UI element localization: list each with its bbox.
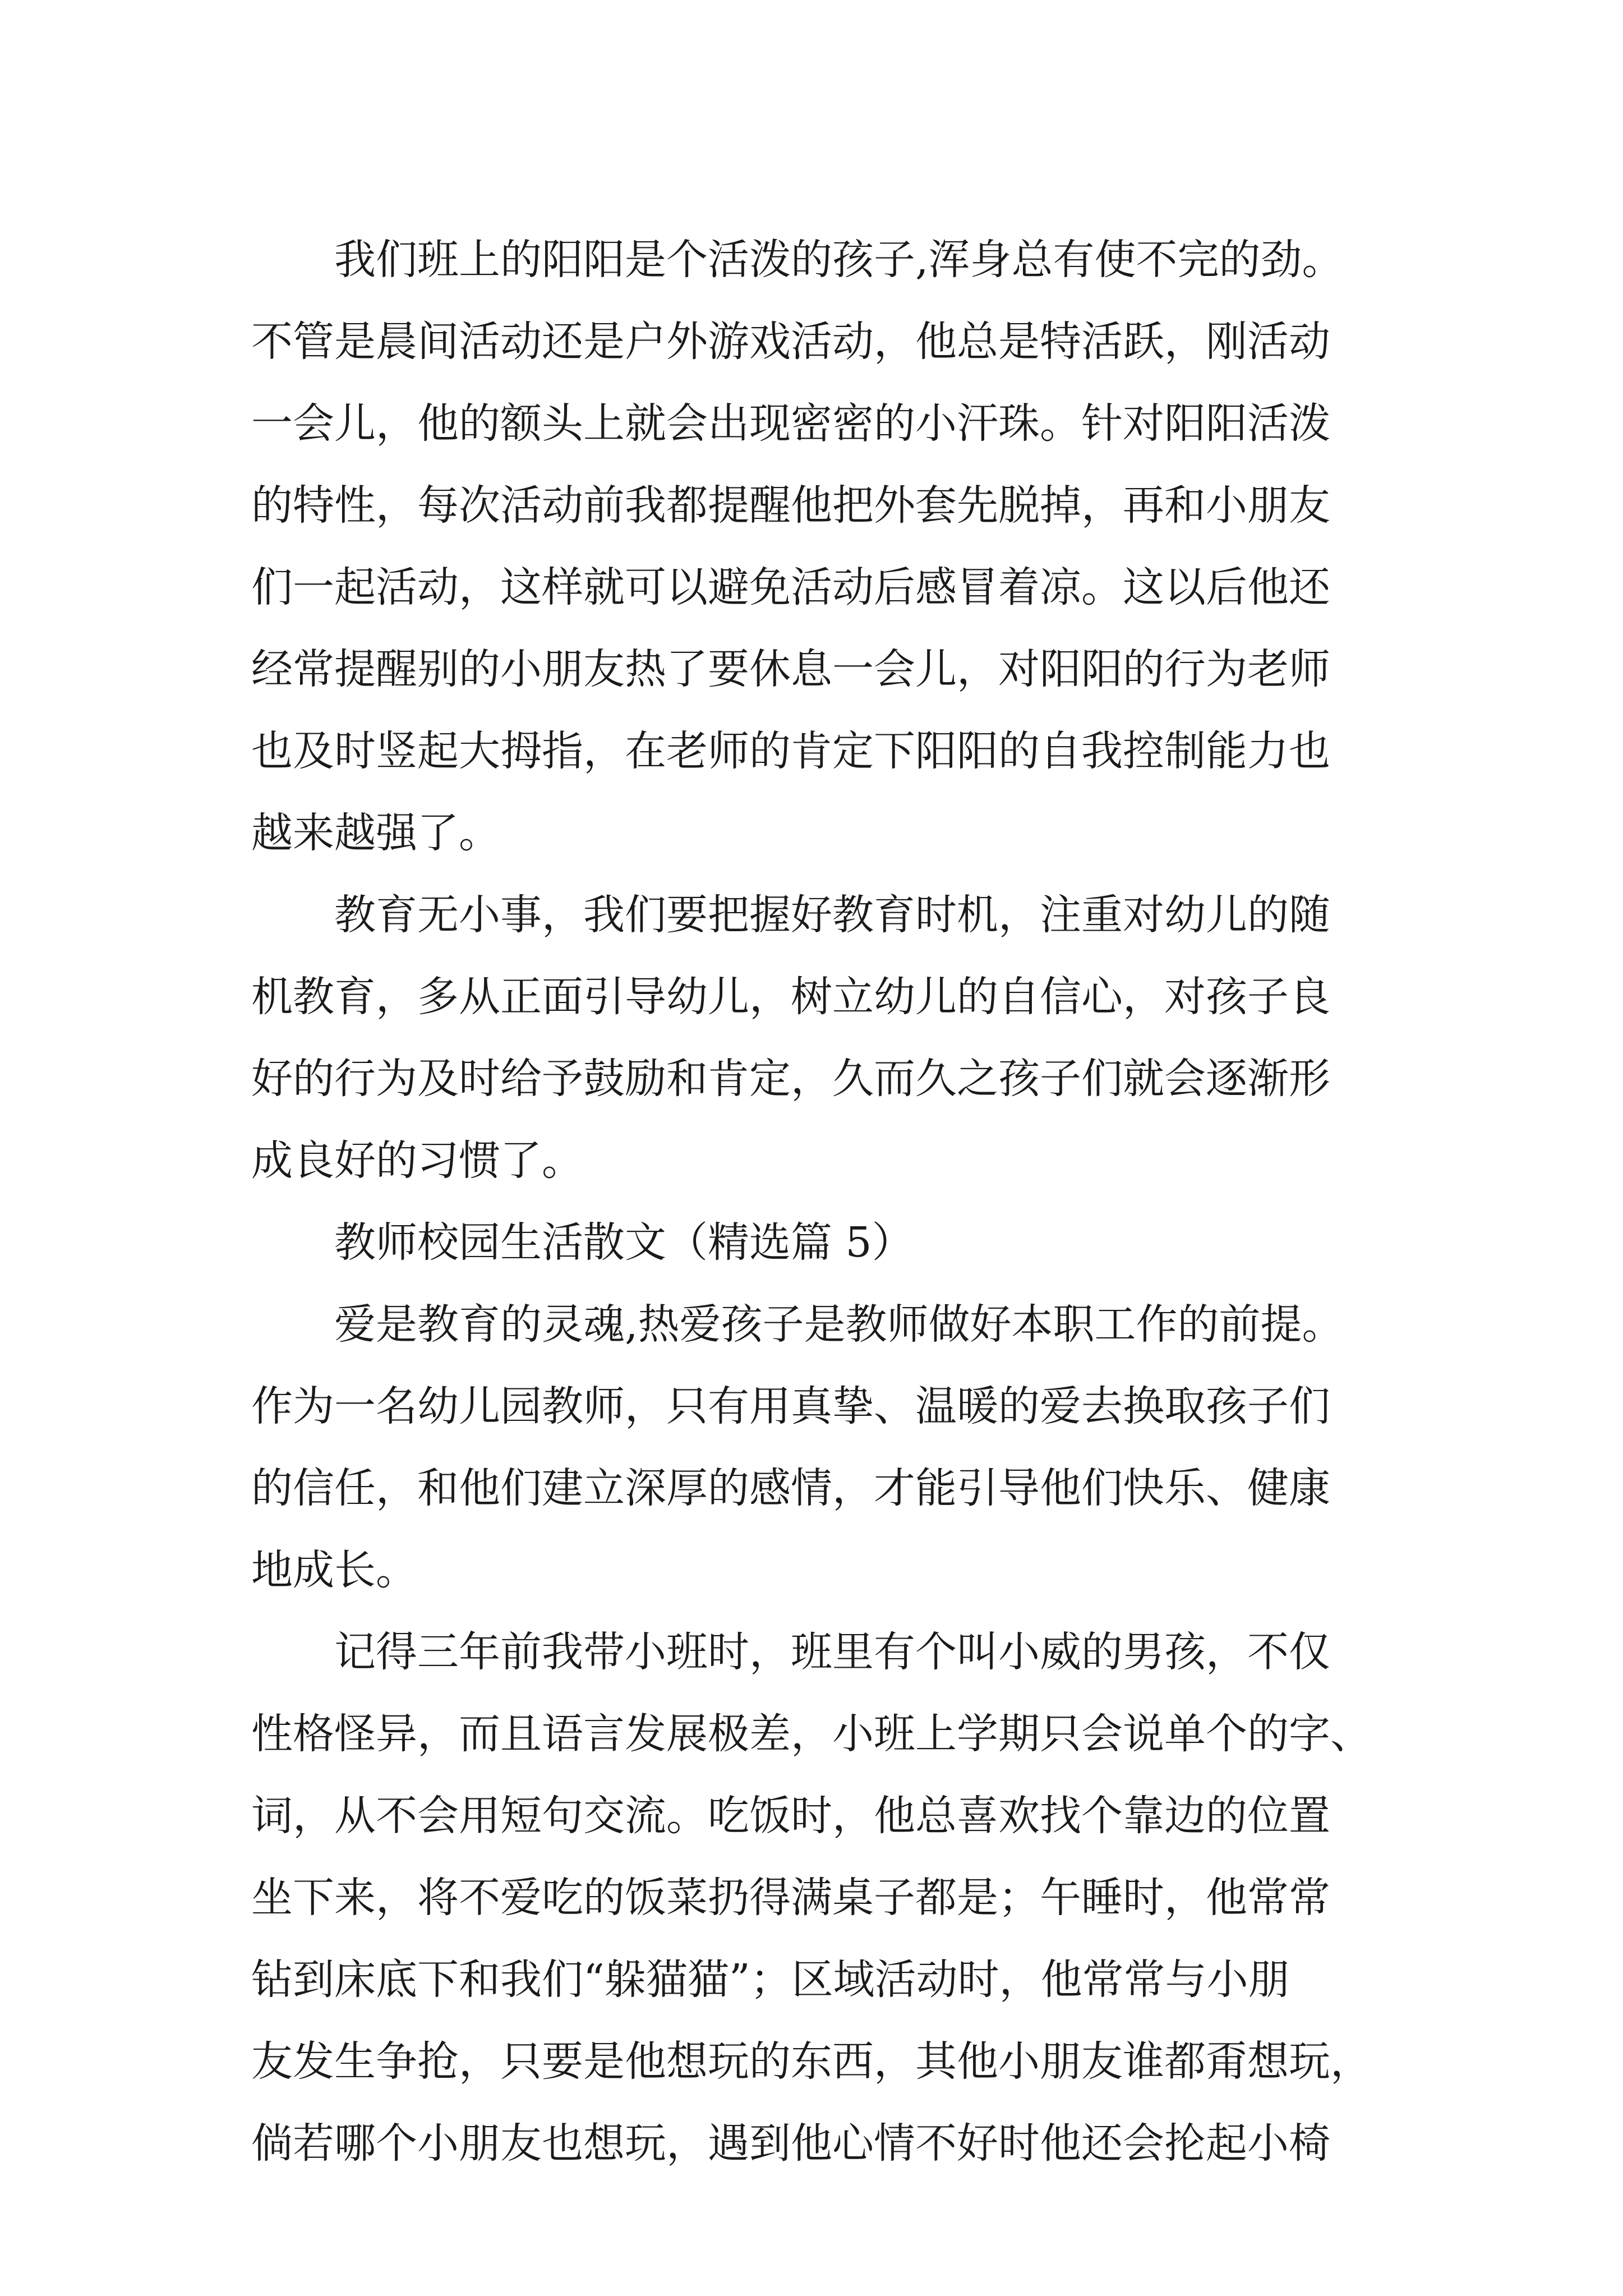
text-line: 机教育，多从正面引导幼儿，树立幼儿的自信心，对孩子良 [251, 973, 1330, 1021]
text-line: 我们班上的阳阳是个活泼的孩子,浑身总有使不完的劲。 [334, 236, 1344, 284]
text-line: 经常提醒别的小朋友热了要休息一会儿，对阳阳的行为老师 [251, 645, 1330, 693]
text-line: 记得三年前我带小班时，班里有个叫小威的男孩，不仅 [334, 1628, 1330, 1676]
text-line: 词，从不会用短句交流。吃饭时，他总喜欢找个靠边的位置 [251, 1792, 1330, 1840]
text-line: 性格怪异，而且语言发展极差，小班上学期只会说单个的字、 [251, 1710, 1372, 1758]
text-line: 的特性，每次活动前我都提醒他把外套先脱掉，再和小朋友 [251, 481, 1330, 530]
text-line: 们一起活动，这样就可以避免活动后感冒着凉。这以后他还 [251, 563, 1330, 611]
text-line: 地成长。 [251, 1546, 417, 1594]
text-line: 不管是晨间活动还是户外游戏活动，他总是特活跃，刚活动 [251, 318, 1330, 366]
text-line: 一会儿，他的额头上就会出现密密的小汗珠。针对阳阳活泼 [251, 399, 1330, 448]
text-line: 爱是教育的灵魂,热爱孩子是教师做好本职工作的前提。 [334, 1300, 1344, 1349]
text-line: 教育无小事，我们要把握好教育时机，注重对幼儿的随 [334, 891, 1330, 939]
text-line: 好的行为及时给予鼓励和肯定，久而久之孩子们就会逐渐形 [251, 1055, 1330, 1103]
text-line: 也及时竖起大拇指，在老师的肯定下阳阳的自我控制能力也 [251, 727, 1330, 775]
text-line: 越来越强了。 [251, 809, 500, 857]
text-line: 倘若哪个小朋友也想玩，遇到他心情不好时他还会抡起小椅 [251, 2119, 1330, 2168]
text-line: 作为一名幼儿园教师，只有用真挚、温暖的爱去换取孩子们 [251, 1382, 1330, 1430]
text-line: 友发生争抢，只要是他想玩的东西，其他小朋友谁都甭想玩， [251, 2037, 1372, 2086]
document-body [251, 219, 1407, 2184]
text-line: 钻到床底下和我们“躲猫猫”；区域活动时，他常常与小朋 [251, 1955, 1290, 2004]
text-line: 的信任，和他们建立深厚的感情，才能引导他们快乐、健康 [251, 1464, 1330, 1512]
text-line: 教师校园生活散文（精选篇 5） [334, 1218, 914, 1267]
text-line: 成良好的习惯了。 [251, 1137, 583, 1185]
text-line: 坐下来，将不爱吃的饭菜扔得满桌子都是；午睡时，他常常 [251, 1874, 1330, 1922]
